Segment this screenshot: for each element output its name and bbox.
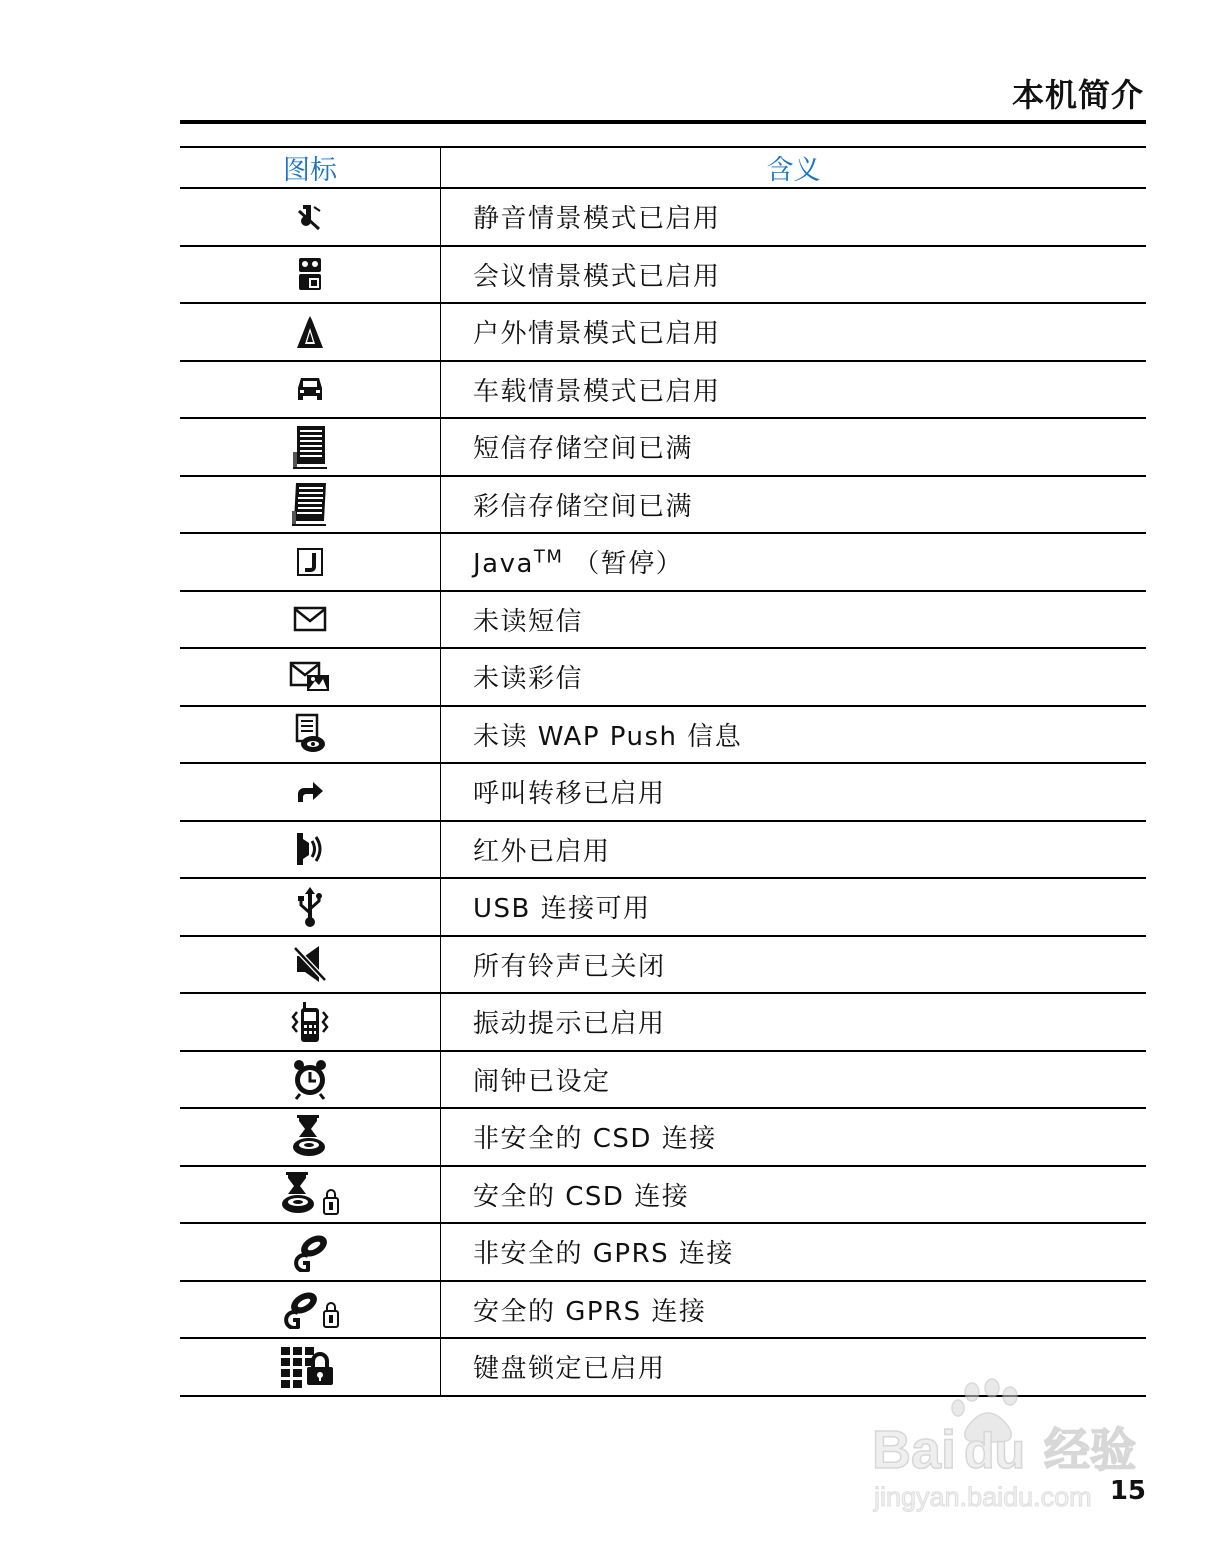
table-row bbox=[180, 476, 1146, 534]
meaning-cell: 红外已启用 bbox=[441, 821, 1147, 879]
table-row bbox=[180, 533, 1146, 591]
table-row bbox=[180, 648, 1146, 706]
java-paused-icon bbox=[296, 547, 324, 577]
meaning-cell: 静音情景模式已启用 bbox=[441, 188, 1147, 246]
watermark-url: jingyan.baidu.com bbox=[874, 1482, 1092, 1512]
watermark-brand-cn: 经验 bbox=[1044, 1423, 1136, 1477]
icon-meaning-table bbox=[180, 146, 1146, 1397]
meaning-cell: 未读 WAP Push 信息 bbox=[441, 706, 1147, 764]
csd-secure-icon bbox=[280, 1172, 340, 1216]
trademark-mark: TM bbox=[533, 546, 564, 568]
watermark-brand: Bai bbox=[872, 1420, 957, 1480]
page-number: 15 bbox=[1109, 1476, 1146, 1506]
meaning-cell: 呼叫转移已启用 bbox=[441, 763, 1147, 821]
table-row bbox=[180, 591, 1146, 649]
keypad-lock-icon bbox=[279, 1345, 341, 1389]
table-row bbox=[180, 706, 1146, 764]
meaning-cell: 非安全的 GPRS 连接 bbox=[441, 1223, 1147, 1281]
unread-wap-push-icon bbox=[293, 713, 327, 755]
meaning-cell: 所有铃声已关闭 bbox=[441, 936, 1147, 994]
table-row bbox=[180, 1281, 1146, 1339]
gprs-unsecure-icon bbox=[290, 1232, 330, 1272]
title-rule bbox=[180, 120, 1146, 124]
meaning-cell: 车载情景模式已启用 bbox=[441, 361, 1147, 419]
meaning-cell: 安全的 CSD 连接 bbox=[441, 1166, 1147, 1224]
table-row bbox=[180, 936, 1146, 994]
call-divert-icon bbox=[295, 780, 325, 804]
meaning-cell: 未读彩信 bbox=[441, 648, 1147, 706]
meaning-cell: 未读短信 bbox=[441, 591, 1147, 649]
table-row bbox=[180, 361, 1146, 419]
meeting-profile-icon bbox=[295, 256, 325, 292]
unread-mms-icon bbox=[289, 661, 331, 693]
usb-icon bbox=[295, 885, 325, 929]
table-row bbox=[180, 1166, 1146, 1224]
paused-label: （暂停） bbox=[563, 549, 684, 580]
meaning-cell: USB 连接可用 bbox=[441, 878, 1147, 936]
table-row bbox=[180, 1223, 1146, 1281]
infrared-icon bbox=[295, 831, 325, 867]
table-row bbox=[180, 246, 1146, 304]
table-row bbox=[180, 418, 1146, 476]
table-row bbox=[180, 821, 1146, 879]
meaning-cell: 振动提示已启用 bbox=[441, 993, 1147, 1051]
table-row bbox=[180, 1108, 1146, 1166]
table-row bbox=[180, 993, 1146, 1051]
meaning-cell: 闹钟已设定 bbox=[441, 1051, 1147, 1109]
outdoor-profile-icon bbox=[295, 314, 325, 350]
table-row bbox=[180, 1051, 1146, 1109]
meaning-cell bbox=[441, 533, 1147, 591]
meaning-cell: 会议情景模式已启用 bbox=[441, 246, 1147, 304]
table-header-row bbox=[180, 147, 1146, 188]
silent-profile-icon bbox=[295, 201, 325, 233]
section-title: 本机简介 bbox=[1011, 76, 1144, 114]
baidu-jingyan-watermark bbox=[868, 1378, 1158, 1518]
table-row bbox=[180, 188, 1146, 246]
csd-unsecure-icon bbox=[291, 1115, 329, 1159]
ringer-off-icon bbox=[293, 944, 327, 984]
java-label: Java bbox=[473, 549, 534, 580]
table-row bbox=[180, 878, 1146, 936]
meaning-cell: 键盘锁定已启用 bbox=[441, 1338, 1147, 1396]
mms-memory-full-icon bbox=[290, 481, 330, 527]
alarm-clock-icon bbox=[292, 1058, 328, 1100]
table-row bbox=[180, 303, 1146, 361]
gprs-secure-icon bbox=[280, 1289, 340, 1329]
column-header-meaning: 含义 bbox=[441, 147, 1147, 188]
meaning-cell: 短信存储空间已满 bbox=[441, 418, 1147, 476]
table-row bbox=[180, 763, 1146, 821]
meaning-cell: 彩信存储空间已满 bbox=[441, 476, 1147, 534]
meaning-cell: 户外情景模式已启用 bbox=[441, 303, 1147, 361]
car-profile-icon bbox=[295, 374, 325, 404]
vibrate-icon bbox=[290, 1000, 330, 1044]
column-header-icon: 图标 bbox=[180, 147, 441, 188]
meaning-cell: 非安全的 CSD 连接 bbox=[441, 1108, 1147, 1166]
unread-sms-icon bbox=[293, 606, 327, 632]
meaning-cell: 安全的 GPRS 连接 bbox=[441, 1281, 1147, 1339]
sms-memory-full-icon bbox=[291, 424, 329, 470]
watermark-brand-mid: du bbox=[964, 1423, 1026, 1479]
